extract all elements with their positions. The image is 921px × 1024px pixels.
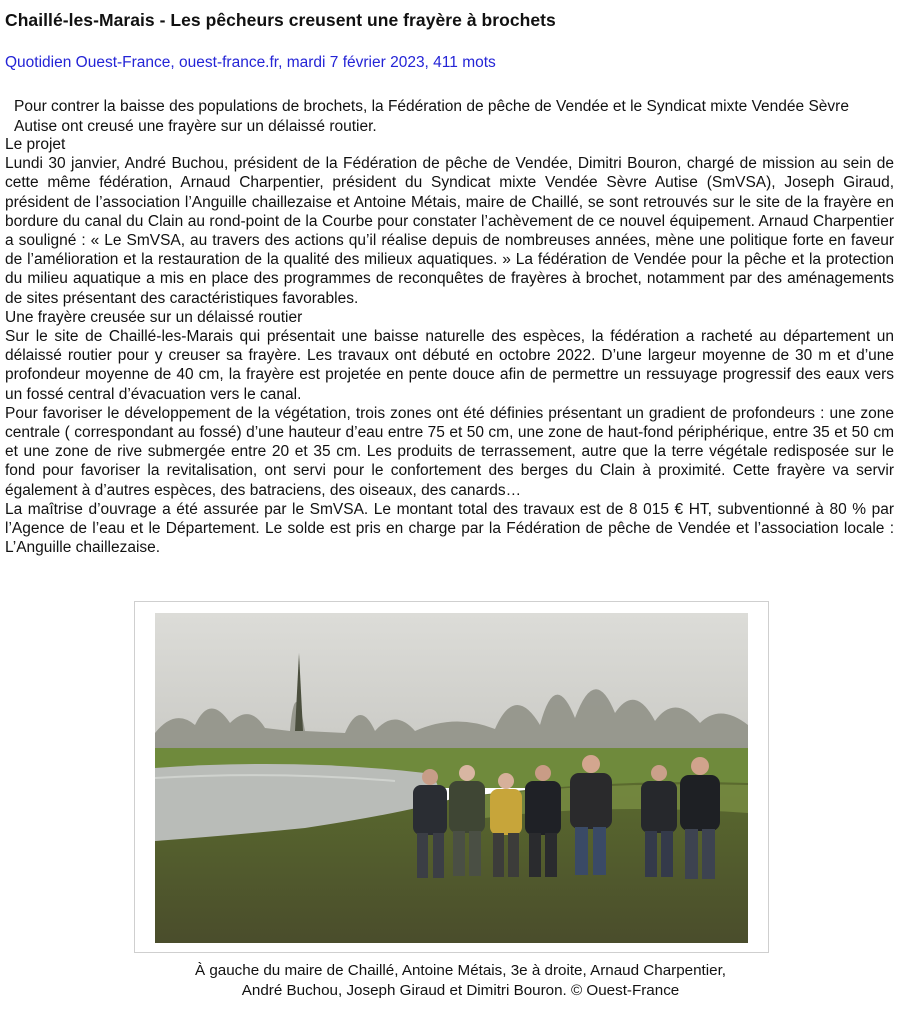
paragraph: Lundi 30 janvier, André Buchou, président de la Fédération de pêche de Vendée, Dimitri Bouron, chargé de mission au sein de cette même fédération, Arnaud Charpentier, président du Syndicat mixte Vendée Sèvre Autise (SmVSA), Joseph Giraud, président de l’association l’Anguille chaillezaise et Antoine Métais, maire de Chaillé, se sont retrouvés sur le site de la frayère en bordure du canal du Clain au rond-point de la Courbe pour constater l’achèvement de ce nouvel équipement. Arnaud Charpentier a souligné : « Le SmVSA, au travers des actions qu’il réalise depuis de nombreuses années, mène une politique forte en faveur de l’amélioration et la restauration de la qualité des milieux aquatiques. » La fédération de Vendée pour la pêche et la protection du milieu aquatique a mis en place des programmes de reconquêtes de frayères à brochet, notamment par des aménagements de sites présentant des caractéristiques favorables. (5, 155, 894, 307)
subheading-project: Le projet (5, 136, 66, 153)
photo-frame (134, 601, 769, 953)
article-title: Chaillé-les-Marais - Les pêcheurs creusent une frayère à brochets (5, 10, 556, 30)
paragraph: Pour favoriser le développement de la végétation, trois zones ont été définies présentant un gradient de profondeurs : une zone centrale ( correspondant au fossé) d’une hauteur d’eau entre 75 et 50 cm, une zone de haut-fond périphérique, entre 35 et 50 cm et une zone de rive submergée entre 20 et 35 cm. Les produits de terrassement, autre que la terre végétale redisposée sur le fond pour favoriser la revitalisation, ont servi pour le confortement des berges du Clain à proximité. Cette frayère va servir également à d’autres espèces, des batraciens, des oiseaux, des canards… (5, 404, 894, 499)
subheading-site: Une frayère creusée sur un délaissé routier (5, 308, 303, 326)
photo-caption (100, 961, 821, 1000)
paragraph: La maîtrise d’ouvrage a été assurée par le SmVSA. Le montant total des travaux est de 8 015 € HT, subventionné à 80 % par l’Agence de l’eau et le Département. Le solde est pris en charge par la Fédération de pêche de Vendée et l’association locale : L’Anguille chaillezaise. (5, 500, 894, 557)
group-photo (155, 613, 748, 943)
caption-line-1: À gauche du maire de Chaillé, Antoine Métais, 3e à droite, Arnaud Charpentier, (194, 962, 727, 979)
paragraph: Sur le site de Chaillé-les-Marais qui présentait une baisse naturelle des espèces, la fédération a racheté au département un délaissé routier pour y creuser sa frayère. Les travaux ont débuté en octobre 2022. D’une largeur moyenne de 30 m et d’une profondeur moyenne de 40 cm, la frayère est projetée en pente douce afin de permettre un ressuyage progressif des eaux vers un fossé central d’évacuation vers le canal. (5, 328, 894, 403)
article-lead: Pour contrer la baisse des populations de brochets, la Fédération de pêche de Vendée et le Syndicat mixte Vendée Sèvre Autise ont creusé une frayère sur un délaissé routier. (14, 98, 849, 135)
caption-line-2: André Buchou, Joseph Giraud et Dimitri Bouron. © Ouest-France (241, 981, 680, 999)
article-body (5, 135, 894, 557)
article-source[interactable]: Quotidien Ouest-France, ouest-france.fr, mardi 7 février 2023, 411 mots (5, 54, 496, 71)
